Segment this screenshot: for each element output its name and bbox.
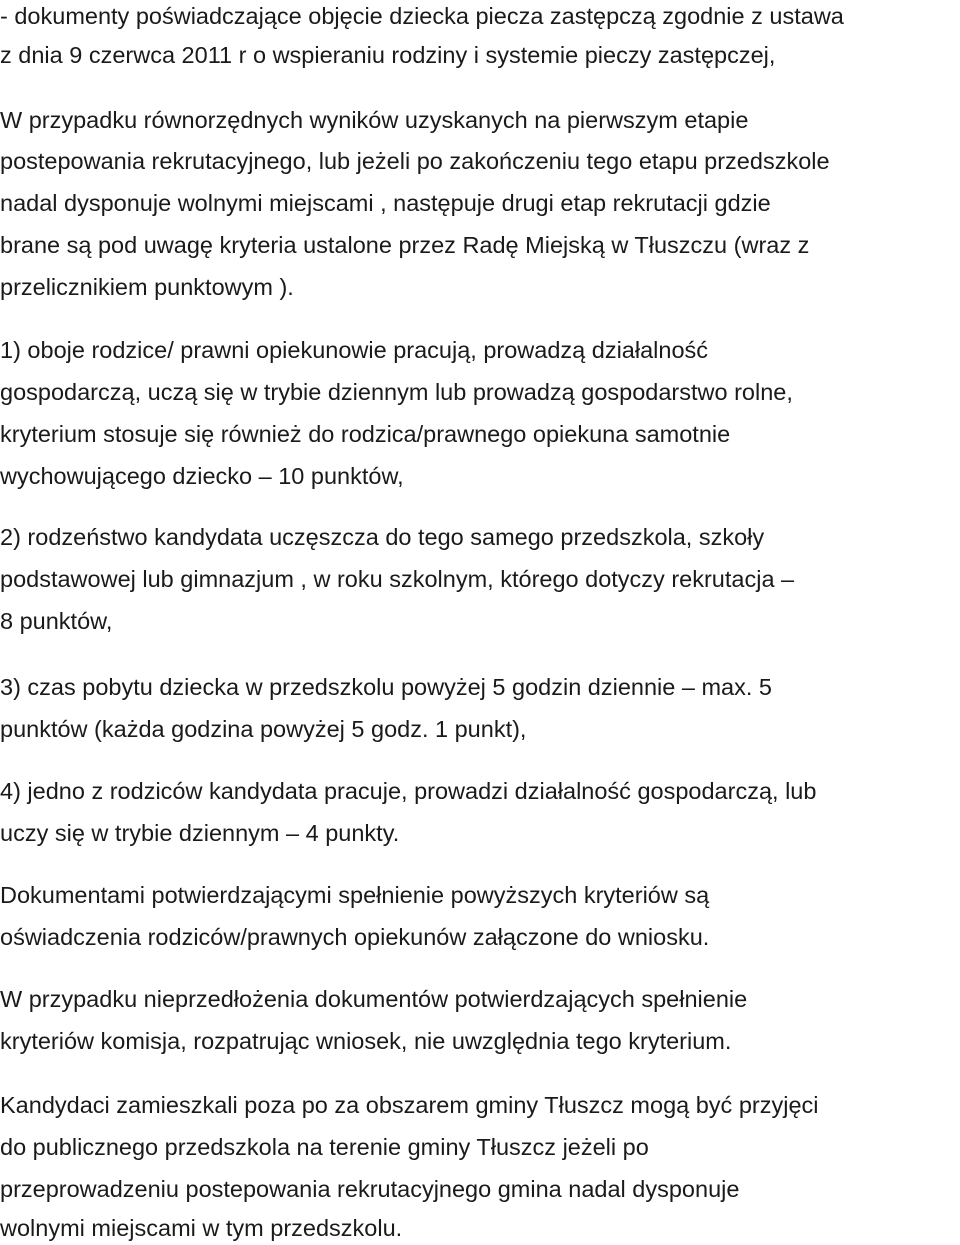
text-line: wychowującego dziecko – 10 punktów, xyxy=(0,463,404,489)
text-line: do publicznego przedszkola na terenie gminy Tłuszcz jeżeli po xyxy=(0,1134,649,1160)
text-line: brane są pod uwagę kryteria ustalone przez Radę Miejską w Tłuszczu (wraz z xyxy=(0,232,810,258)
text-line: kryteriów komisja, rozpatrując wniosek, nie uwzględnia tego kryterium. xyxy=(0,1028,732,1054)
text-line: nadal dysponuje wolnymi miejscami , następuje drugi etap rekrutacji gdzie xyxy=(0,190,771,216)
text-line: przeprowadzeniu postepowania rekrutacyjnego gmina nadal dysponuje xyxy=(0,1176,740,1202)
text-line: gospodarczą, uczą się w trybie dziennym lub prowadzą gospodarstwo rolne, xyxy=(0,379,793,405)
text-line: podstawowej lub gimnazjum , w roku szkolnym, którego dotyczy rekrutacja – xyxy=(0,566,795,592)
text-line: 4) jedno z rodziców kandydata pracuje, prowadzi działalność gospodarczą, lub xyxy=(0,778,817,804)
text-line: W przypadku równorzędnych wyników uzyskanych na pierwszym etapie xyxy=(0,107,749,133)
text-line: postepowania rekrutacyjnego, lub jeżeli po zakończeniu tego etapu przedszkole xyxy=(0,148,830,174)
text-line: Dokumentami potwierdzającymi spełnienie powyższych kryteriów są xyxy=(0,882,710,908)
text-line: W przypadku nieprzedłożenia dokumentów potwierdzających spełnienie xyxy=(0,986,748,1012)
text-line: - dokumenty poświadczające objęcie dziecka piecza zastępczą zgodnie z ustawa xyxy=(0,3,844,29)
text-line: kryterium stosuje się również do rodzica/prawnego opiekuna samotnie xyxy=(0,421,731,447)
text-line: Kandydaci zamieszkali poza po za obszarem gminy Tłuszcz mogą być przyjęci xyxy=(0,1092,819,1118)
text-line: oświadczenia rodziców/prawnych opiekunów załączone do wniosku. xyxy=(0,924,710,950)
text-line: wolnymi miejscami w tym przedszkolu. xyxy=(0,1215,403,1241)
text-line: z dnia 9 czerwca 2011 r o wspieraniu rodziny i systemie pieczy zastępczej, xyxy=(0,42,776,68)
text-line: 1) oboje rodzice/ prawni opiekunowie pracują, prowadzą działalność xyxy=(0,337,709,363)
text-line: 8 punktów, xyxy=(0,608,113,634)
text-line: przelicznikiem punktowym ). xyxy=(0,274,294,300)
text-line: uczy się w trybie dziennym – 4 punkty. xyxy=(0,820,400,846)
text-line: 2) rodzeństwo kandydata uczęszcza do tego samego przedszkola, szkoły xyxy=(0,524,765,550)
text-line: 3) czas pobytu dziecka w przedszkolu powyżej 5 godzin dziennie – max. 5 xyxy=(0,674,772,700)
text-line: punktów (każda godzina powyżej 5 godz. 1 punkt), xyxy=(0,716,527,742)
